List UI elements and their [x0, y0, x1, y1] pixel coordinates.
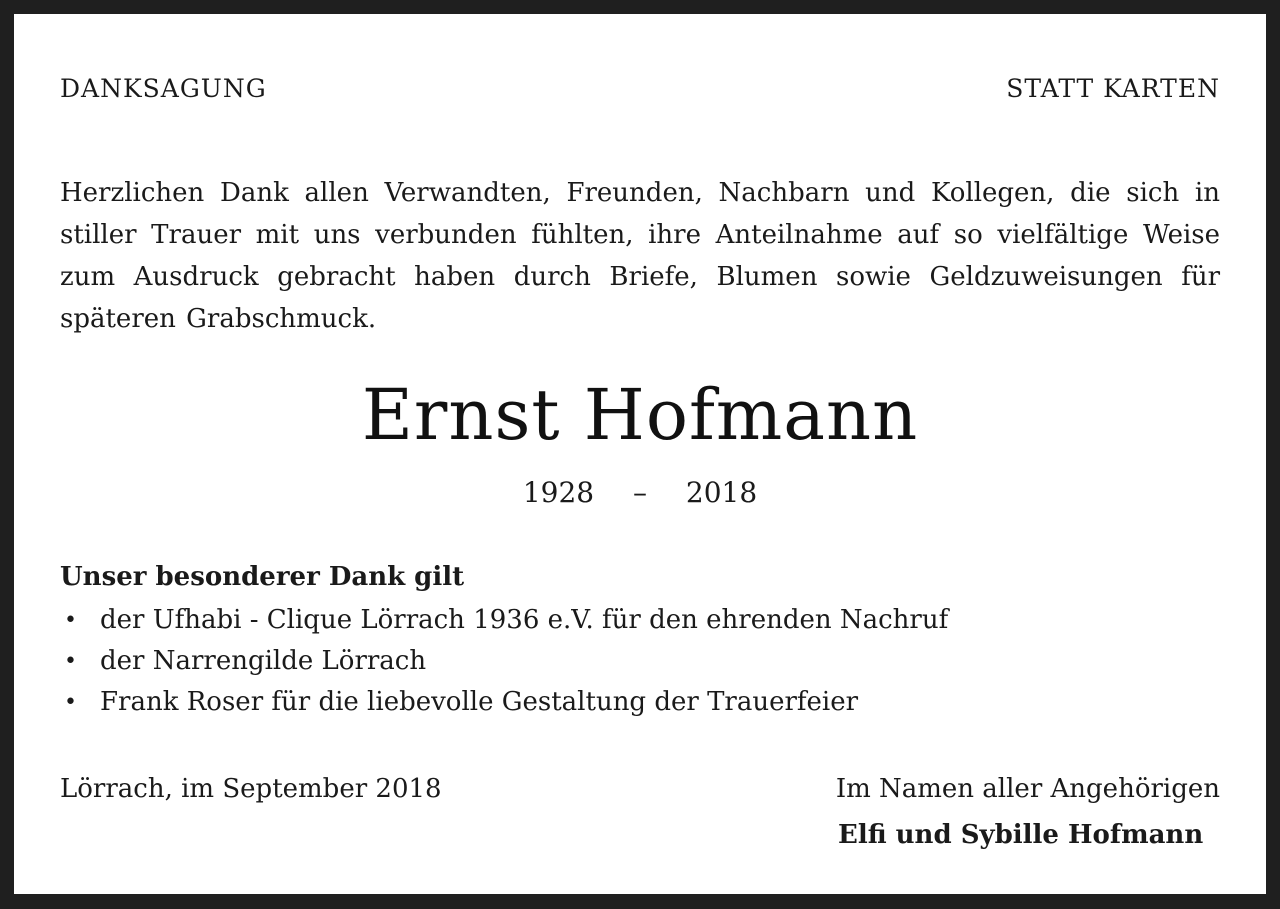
list-item: [60, 682, 948, 723]
deceased-name: Ernst Hofmann: [361, 374, 919, 456]
year-separator: –: [633, 476, 647, 509]
list-item: [60, 600, 948, 641]
bullet-icon: •: [64, 649, 77, 674]
birth-year: 1928: [522, 476, 595, 509]
header-danksagung: DANKSAGUNG: [60, 74, 267, 103]
list-item-text: der Narrengilde Lörrach: [100, 646, 427, 676]
notice-card: [14, 14, 1266, 894]
thanks-list: [60, 600, 948, 723]
death-year: 2018: [685, 476, 758, 509]
place-date: Lörrach, im September 2018: [60, 774, 442, 804]
list-item-text: Frank Roser für die liebevolle Gestaltung der Trauerfeier: [100, 687, 859, 717]
life-years: [14, 476, 1266, 509]
bullet-icon: •: [64, 608, 77, 633]
signature-label: Im Namen aller Angehörigen: [835, 774, 1220, 804]
list-item-text: der Ufhabi - Clique Lörrach 1936 e.V. für den ehrenden Nachruf: [100, 605, 949, 635]
bullet-icon: •: [64, 690, 77, 715]
intro-paragraph: Herzlichen Dank allen Verwandten, Freunden, Nachbarn und Kollegen, die sich in stiller Trauer mit uns verbunden fühlten, ihre Anteilnahme auf so vielfältige Weise zum Ausdruck gebracht haben durch Briefe, Blumen sowie Geldzuweisungen für späteren Grabschmuck.: [60, 178, 1220, 334]
signature-names: Elfi und Sybille Hofmann: [838, 820, 1204, 850]
header-statt-karten: STATT KARTEN: [1006, 74, 1220, 103]
list-item: [60, 641, 948, 682]
thanks-heading: Unser besonderer Dank gilt: [60, 562, 465, 592]
